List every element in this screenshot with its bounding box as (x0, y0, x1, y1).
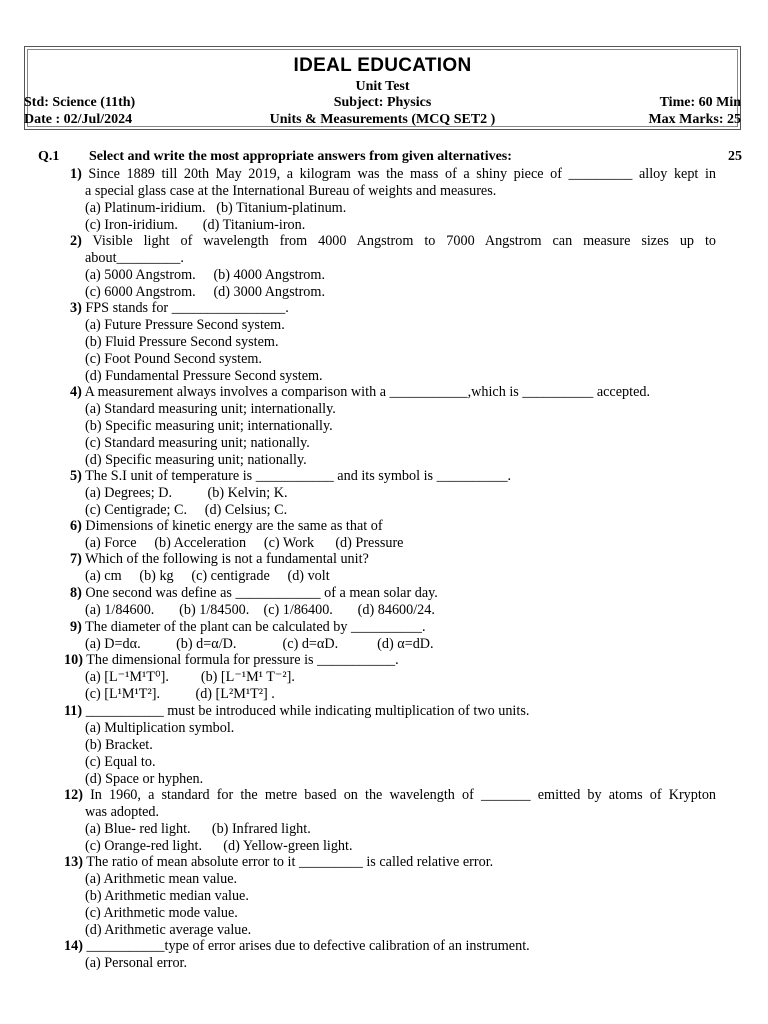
question-14 (64, 938, 710, 955)
std-label: Std: Science (11th) (24, 95, 136, 110)
question-options: (a) Blue- red light. (b) Infrared light. (85, 821, 311, 837)
section-instruction: Select and write the most appropriate answers from given alternatives: (89, 149, 512, 164)
question-options: (a) Future Pressure Second system. (85, 317, 285, 333)
question-12 (64, 787, 716, 804)
question-text: ___________type of error arises due to defective calibration of an instrument. (86, 938, 530, 954)
question-text: The S.I unit of temperature is ___________ and its symbol is __________. (85, 468, 512, 484)
question-number: 9) (70, 619, 82, 635)
question-options: (d) Fundamental Pressure Second system. (85, 368, 323, 384)
question-13 (64, 854, 710, 871)
question-6 (70, 518, 716, 535)
subject-label: Subject: Physics (333, 95, 432, 110)
question-options: (d) Space or hyphen. (85, 771, 204, 787)
question-4 (70, 384, 716, 401)
question-text-continued: a special glass case at the International Bureau of weights and measures. (85, 183, 497, 199)
question-text-continued: about_________. (85, 250, 184, 266)
question-text: A measurement always involves a comparison with a ___________,which is __________ accepted. (84, 384, 651, 400)
school-name: IDEAL EDUCATION (293, 55, 472, 76)
question-text: The diameter of the plant can be calculated by __________. (85, 619, 426, 635)
question-options: (c) Centigrade; C. (d) Celsius; C. (85, 502, 288, 518)
question-options: (a) Platinum-iridium. (b) Titanium-platinum. (85, 200, 347, 216)
test-type: Unit Test (355, 79, 410, 94)
question-number: 3) (70, 300, 82, 316)
question-text: Dimensions of kinetic energy are the same as that of (85, 518, 383, 534)
question-options: (c) Foot Pound Second system. (85, 351, 262, 367)
question-text: Which of the following is not a fundamental unit? (85, 551, 369, 567)
question-number: 14) (64, 938, 83, 954)
question-9 (70, 619, 716, 636)
question-8 (70, 585, 716, 602)
question-number: 10) (64, 652, 83, 668)
section-number: Q.1 (38, 149, 60, 164)
date-label: Date : 02/Jul/2024 (24, 112, 133, 127)
question-number: 5) (70, 468, 82, 484)
question-options: (c) Iron-iridium. (d) Titanium-iron. (85, 217, 306, 233)
question-options: (a) Degrees; D. (b) Kelvin; K. (85, 485, 288, 501)
question-options: (a) Arithmetic mean value. (85, 871, 238, 887)
question-options: (a) Personal error. (85, 955, 188, 971)
question-options: (c) Standard measuring unit; nationally. (85, 435, 310, 451)
question-options: (c) Orange-red light. (d) Yellow-green light. (85, 838, 353, 854)
question-3 (70, 300, 716, 317)
question-number: 13) (64, 854, 83, 870)
question-text: FPS stands for ________________. (85, 300, 289, 316)
question-number: 4) (70, 384, 82, 400)
question-text: Visible light of wavelength from 4000 Angstrom to 7000 Angstrom can measure sizes up to (92, 233, 716, 249)
question-options: (a) D=dα. (b) d=α/D. (c) d=αD. (d) α=dD. (85, 636, 434, 652)
question-options: (b) Bracket. (85, 737, 153, 753)
question-options: (c) [L¹M¹T²]. (d) [L²M¹T²] . (85, 686, 275, 702)
question-options: (a) cm (b) kg (c) centigrade (d) volt (85, 568, 330, 584)
question-number: 11) (64, 703, 83, 719)
question-text: Since 1889 till 20th May 2019, a kilogram was the mass of a shiny piece of _________ alloy kept in (88, 166, 716, 182)
chapter-label: Units & Measurements (MCQ SET2 ) (269, 112, 496, 127)
question-number: 8) (70, 585, 82, 601)
question-7 (70, 551, 716, 568)
question-number: 1) (70, 166, 82, 182)
question-text: The dimensional formula for pressure is ___________. (86, 652, 399, 668)
question-number: 7) (70, 551, 82, 567)
question-11 (64, 703, 710, 720)
question-2 (70, 233, 716, 250)
question-options: (b) Specific measuring unit; internationally. (85, 418, 333, 434)
question-options: (a) Multiplication symbol. (85, 720, 235, 736)
question-options: (d) Specific measuring unit; nationally. (85, 452, 307, 468)
question-options: (d) Arithmetic average value. (85, 922, 252, 938)
question-text: ___________ must be introduced while indicating multiplication of two units. (85, 703, 530, 719)
header-row-2 (24, 112, 741, 130)
question-text-continued: was adopted. (85, 804, 160, 820)
max-marks-label: Max Marks: 25 (648, 112, 741, 127)
question-options: (c) Equal to. (85, 754, 156, 770)
question-10 (64, 652, 710, 669)
question-options: (c) 6000 Angstrom. (d) 3000 Angstrom. (85, 284, 325, 300)
question-text: One second was define as ____________ of a mean solar day. (85, 585, 438, 601)
question-number: 6) (70, 518, 82, 534)
question-number: 2) (70, 233, 82, 249)
question-5 (70, 468, 716, 485)
time-label: Time: 60 Min (659, 95, 741, 110)
question-options: (b) Arithmetic median value. (85, 888, 249, 904)
question-options: (a) Standard measuring unit; internationally. (85, 401, 336, 417)
question-1 (70, 166, 716, 183)
question-text: The ratio of mean absolute error to it _________ is called relative error. (86, 854, 494, 870)
question-options: (b) Fluid Pressure Second system. (85, 334, 279, 350)
question-options: (a) 5000 Angstrom. (b) 4000 Angstrom. (85, 267, 325, 283)
question-options: (a) Force (b) Acceleration (c) Work (d) Pressure (85, 535, 404, 551)
question-options: (c) Arithmetic mode value. (85, 905, 238, 921)
section-marks: 25 (728, 149, 742, 164)
question-text: In 1960, a standard for the metre based on the wavelength of _______ emitted by atoms of Krypton (90, 787, 717, 803)
question-options: (a) [L⁻¹M¹T⁰]. (b) [L⁻¹M¹ T⁻²]. (85, 669, 295, 685)
question-options: (a) 1/84600. (b) 1/84500. (c) 1/86400. (d) 84600/24. (85, 602, 435, 618)
header-row-1 (24, 95, 741, 113)
question-number: 12) (64, 787, 83, 803)
